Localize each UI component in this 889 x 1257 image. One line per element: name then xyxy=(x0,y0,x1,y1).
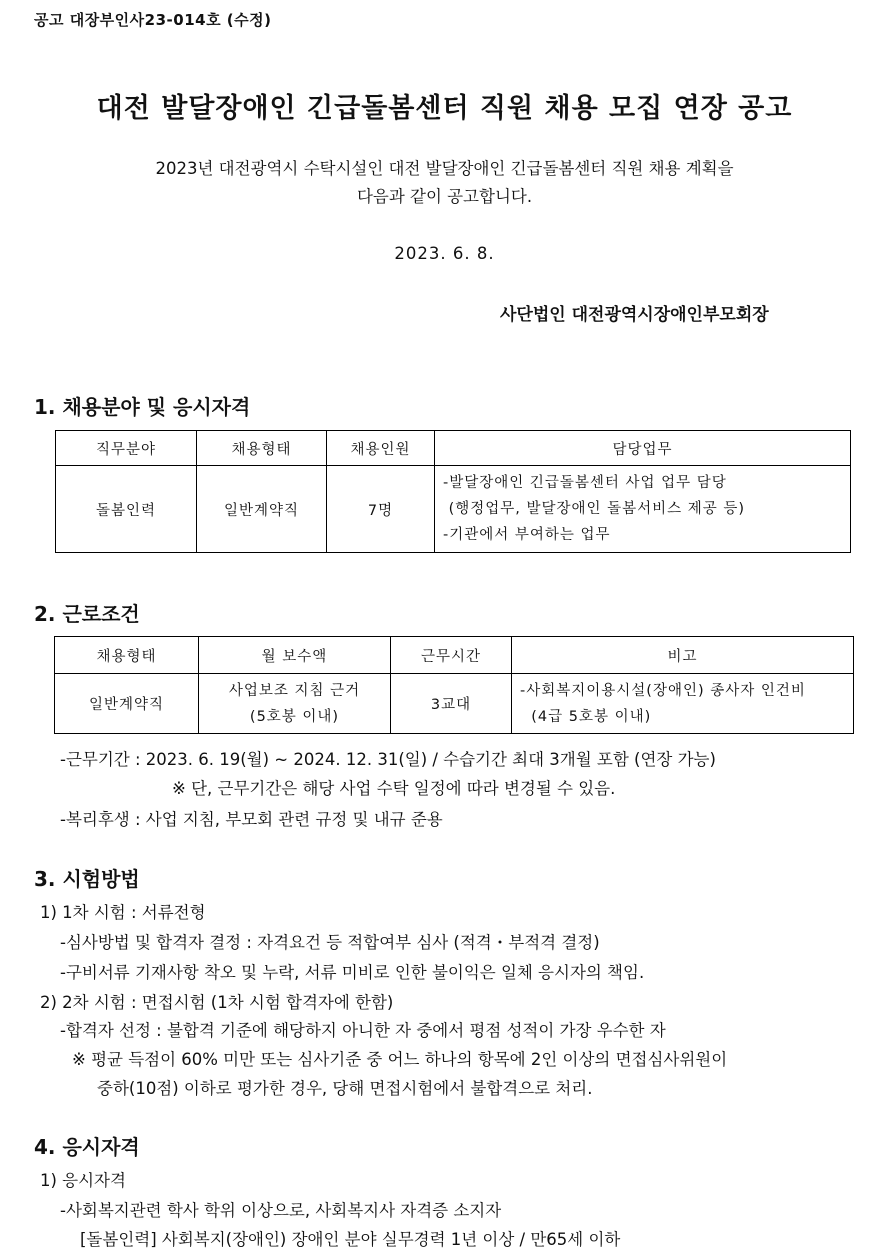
welfare-line: -복리후생 : 사업 지침, 부모회 관련 규정 및 내규 준용 xyxy=(60,810,443,829)
cell-job-field: 돌봄인력 xyxy=(56,466,197,553)
pay-line: (5호봉 이내) xyxy=(249,708,340,725)
work-period-note: ※ 단, 근무기간은 해당 사업 수탁 일정에 따라 변경될 수 있음. xyxy=(172,779,616,798)
exam-selection: -합격자 선정 : 불합격 기준에 해당하지 아니한 자 중에서 평점 성적이 가장 우수한 자 xyxy=(60,1021,666,1040)
cell-note xyxy=(512,674,854,734)
note-line: -사회복지이용시설(장애인) 종사자 인건비 xyxy=(520,682,806,699)
column-header: 채용인원 xyxy=(327,431,435,466)
qualification-line: -사회복지관련 학사 학위 이상으로, 사회복지사 자격증 소지자 xyxy=(60,1201,502,1220)
qualification-care-staff: [돌봄인력] 사회복지(장애인) 장애인 분야 실무경력 1년 이상 / 만65세 이하 xyxy=(80,1230,621,1249)
section-heading-working-conditions: 2. 근로조건 xyxy=(34,602,140,626)
qualification-subheading: 1) 응시자격 xyxy=(40,1171,126,1190)
duty-line: -기관에서 부여하는 업무 xyxy=(443,527,611,543)
cell-employment-type: 일반계약직 xyxy=(197,466,327,553)
section-heading-recruitment: 1. 채용분야 및 응시자격 xyxy=(34,395,251,419)
exam-fail-criteria: ※ 평균 득점이 60% 미만 또는 심사기준 중 어느 하나의 항목에 2인 이상의 면접심사위원이 xyxy=(72,1050,728,1069)
section-heading-exam-method: 3. 시험방법 xyxy=(34,867,140,891)
duty-line: (행정업무, 발달장애인 돌봄서비스 제공 등) xyxy=(443,501,746,517)
exam-second-stage: 2) 2차 시험 : 면접시험 (1차 시험 합격자에 한함) xyxy=(40,993,394,1012)
table-header-row xyxy=(56,431,851,466)
cell-duties xyxy=(435,466,851,553)
table-row xyxy=(55,674,854,734)
organization-signature: 사단법인 대전광역시장애인부모회장 xyxy=(500,305,769,325)
recruitment-table xyxy=(55,430,851,553)
exam-first-stage: 1) 1차 시험 : 서류전형 xyxy=(40,903,206,922)
exam-review-method: -심사방법 및 합격자 결정 : 자격요건 등 적합여부 심사 (적격・부적격 결정) xyxy=(60,933,600,952)
note-line: (4급 5호봉 이내) xyxy=(520,708,652,725)
pay-line: 사업보조 지침 근거 xyxy=(228,682,361,699)
duty-line: -발달장애인 긴급돌봄센터 사업 업무 담당 xyxy=(443,475,727,491)
column-header: 담당업무 xyxy=(435,431,851,466)
work-period-line: -근무기간 : 2023. 6. 19(월) ~ 2024. 12. 31(일) / 수습기간 최대 3개월 포함 (연장 가능) xyxy=(60,750,716,769)
exam-documents-note: -구비서류 기재사항 착오 및 누락, 서류 미비로 인한 불이익은 일체 응시자의 책임. xyxy=(60,963,645,982)
intro-line-2: 다음과 같이 공고합니다. xyxy=(356,187,533,206)
column-header: 채용형태 xyxy=(197,431,327,466)
cell-employment-type: 일반계약직 xyxy=(55,674,199,734)
working-conditions-table xyxy=(54,636,854,734)
column-header: 근무시간 xyxy=(391,637,512,674)
cell-monthly-pay xyxy=(199,674,391,734)
column-header: 비고 xyxy=(512,637,854,674)
table-header-row xyxy=(55,637,854,674)
section-heading-qualifications: 4. 응시자격 xyxy=(34,1135,140,1159)
cell-headcount: 7명 xyxy=(327,466,435,553)
column-header: 직무분야 xyxy=(56,431,197,466)
column-header: 채용형태 xyxy=(55,637,199,674)
intro-line-1: 2023년 대전광역시 수탁시설인 대전 발달장애인 긴급돌봄센터 직원 채용 계획을 xyxy=(155,159,734,178)
cell-work-hours: 3교대 xyxy=(391,674,512,734)
notice-number: 공고 대장부인사23-014호 (수정) xyxy=(34,11,272,29)
page-title: 대전 발달장애인 긴급돌봄센터 직원 채용 모집 연장 공고 xyxy=(96,93,793,124)
table-row xyxy=(56,466,851,553)
exam-fail-criteria-cont: 중하(10점) 이하로 평가한 경우, 당해 면접시험에서 불합격으로 처리. xyxy=(97,1079,593,1098)
notice-date: 2023. 6. 8. xyxy=(394,244,495,263)
column-header: 월 보수액 xyxy=(199,637,391,674)
